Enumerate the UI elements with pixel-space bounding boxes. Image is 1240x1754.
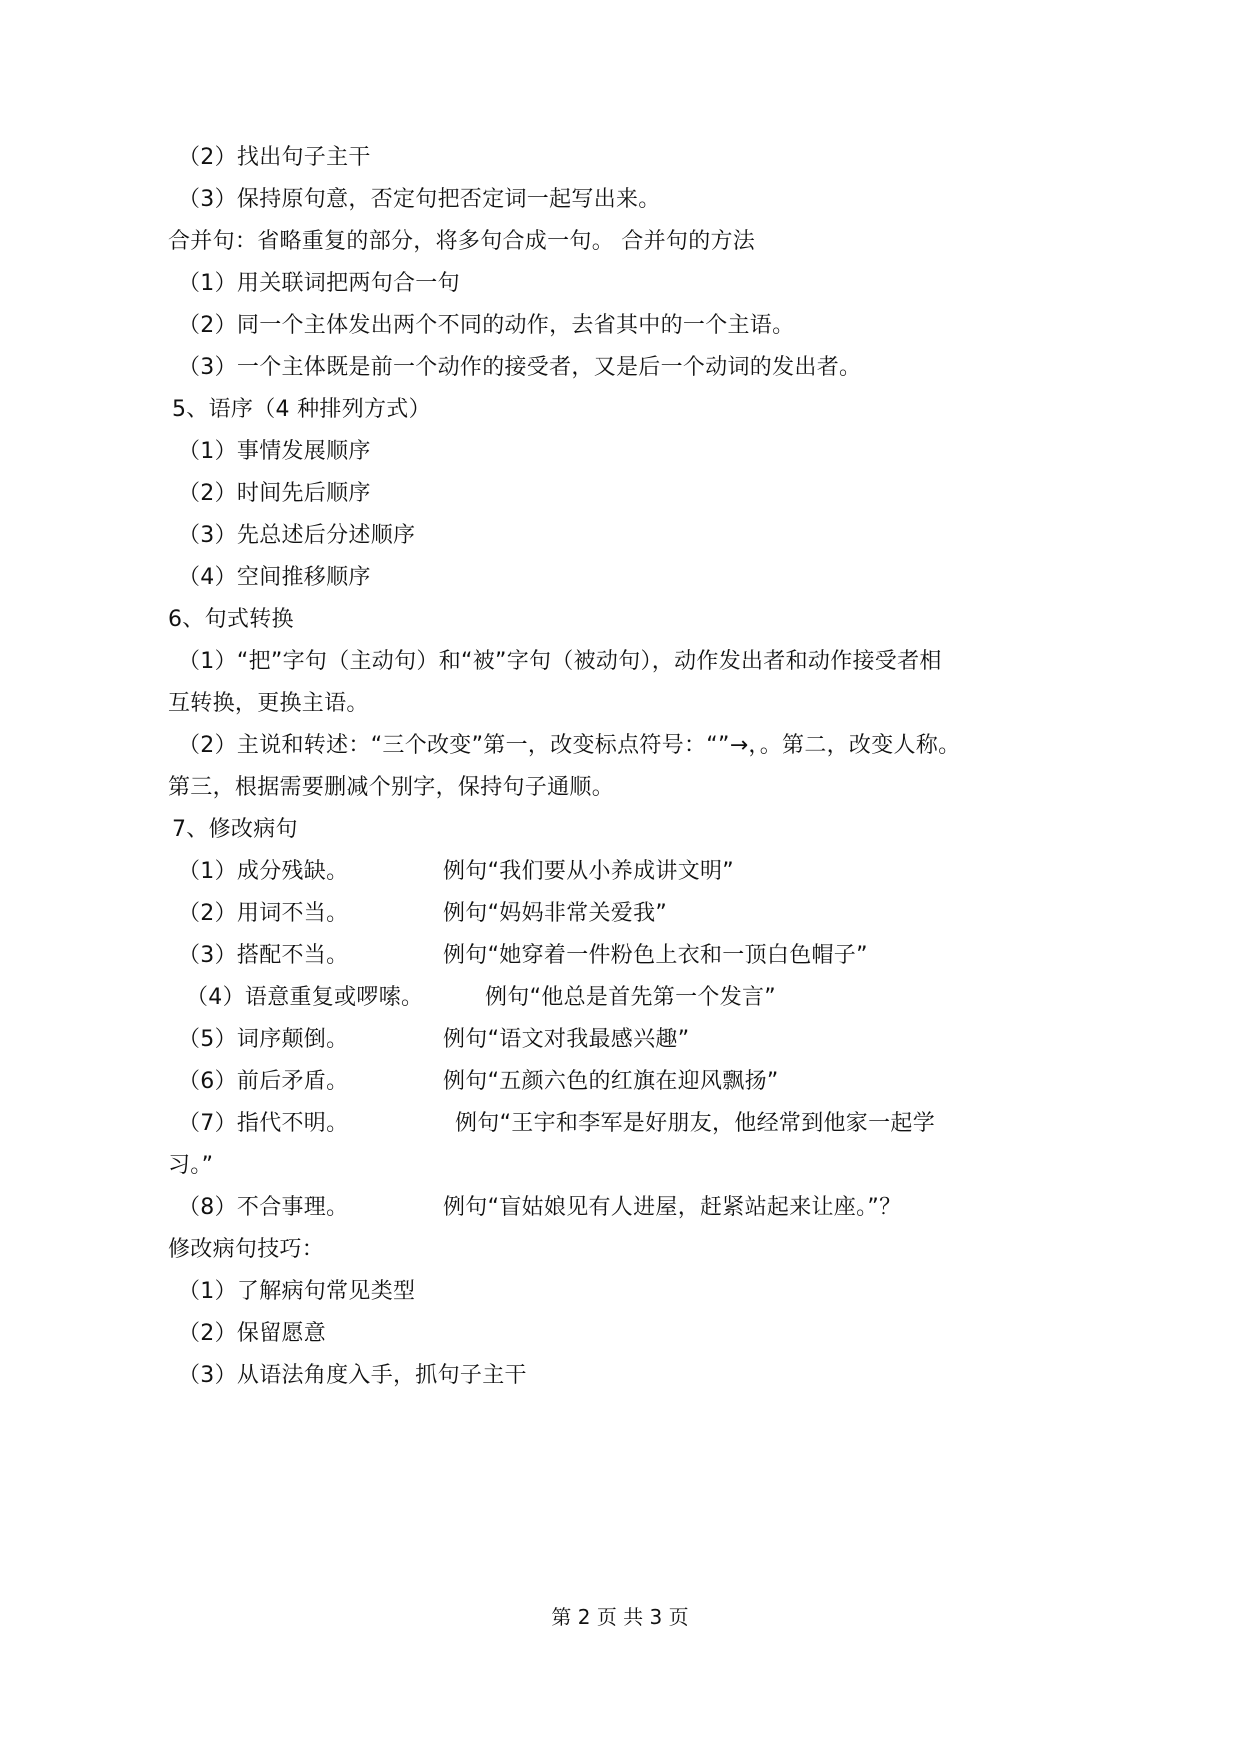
- error-example: 例句“她穿着一件粉色上衣和一顶白色帽子”: [443, 943, 868, 968]
- error-example-continuation: 习。”: [168, 1153, 214, 1178]
- list-item: （4）空间推移顺序: [178, 565, 371, 590]
- list-item: （2）同一个主体发出两个不同的动作，去省其中的一个主语。: [178, 313, 795, 338]
- error-example: 例句“我们要从小养成讲文明”: [443, 859, 734, 884]
- tip-item: （3）从语法角度入手，抓句子主干: [178, 1363, 527, 1388]
- list-item: （2）主说和转述：“三个改变”第一，改变标点符号：“”→，。第二，改变人称。: [178, 733, 961, 758]
- error-type: （6）前后矛盾。: [178, 1069, 349, 1094]
- error-type: （1）成分残缺。: [178, 859, 349, 884]
- list-item: （1）“把”字句（主动句）和“被”字句（被动句），动作发出者和动作接受者相: [178, 649, 942, 674]
- error-type: （8）不合事理。: [178, 1195, 349, 1220]
- error-example: 例句“五颜六色的红旗在迎风飘扬”: [443, 1069, 779, 1094]
- error-type: （4）语意重复或啰嗦。: [186, 985, 424, 1010]
- list-item: （2）找出句子主干: [178, 145, 371, 170]
- error-example: 例句“妈妈非常关爱我”: [443, 901, 668, 926]
- list-item-continuation: 互转换，更换主语。: [168, 691, 369, 716]
- error-type: （3）搭配不当。: [178, 943, 349, 968]
- section-heading: 合并句：省略重复的部分，将多句合成一句。 合并句的方法: [168, 229, 756, 254]
- tips-heading: 修改病句技巧：: [168, 1237, 325, 1262]
- error-example: 例句“盲姑娘见有人进屋，赶紧站起来让座。”？: [443, 1195, 902, 1220]
- error-example: 例句“他总是首先第一个发言”: [485, 985, 776, 1010]
- error-type: （7）指代不明。: [178, 1111, 349, 1136]
- list-item: （1）事情发展顺序: [178, 439, 371, 464]
- list-item: （3）先总述后分述顺序: [178, 523, 416, 548]
- list-item: （3）保持原句意，否定句把否定词一起写出来。: [178, 187, 661, 212]
- page-number: 第 2 页 共 3 页: [551, 1605, 689, 1629]
- section-heading: 7、修改病句: [172, 817, 298, 842]
- tip-item: （2）保留愿意: [178, 1321, 327, 1346]
- tip-item: （1）了解病句常见类型: [178, 1279, 416, 1304]
- list-item: （2）时间先后顺序: [178, 481, 371, 506]
- error-type: （5）词序颠倒。: [178, 1027, 349, 1052]
- section-heading: 6、句式转换: [168, 607, 294, 632]
- error-type: （2）用词不当。: [178, 901, 349, 926]
- list-item: （1）用关联词把两句合一句: [178, 271, 460, 296]
- list-item: （3）一个主体既是前一个动作的接受者，又是后一个动词的发出者。: [178, 355, 862, 380]
- error-example: 例句“王宇和李军是好朋友，他经常到他家一起学: [455, 1111, 935, 1136]
- list-item-continuation: 第三，根据需要删减个别字，保持句子通顺。: [168, 775, 615, 800]
- error-example: 例句“语文对我最感兴趣”: [443, 1027, 690, 1052]
- section-heading: 5、语序（4 种排列方式）: [172, 397, 431, 422]
